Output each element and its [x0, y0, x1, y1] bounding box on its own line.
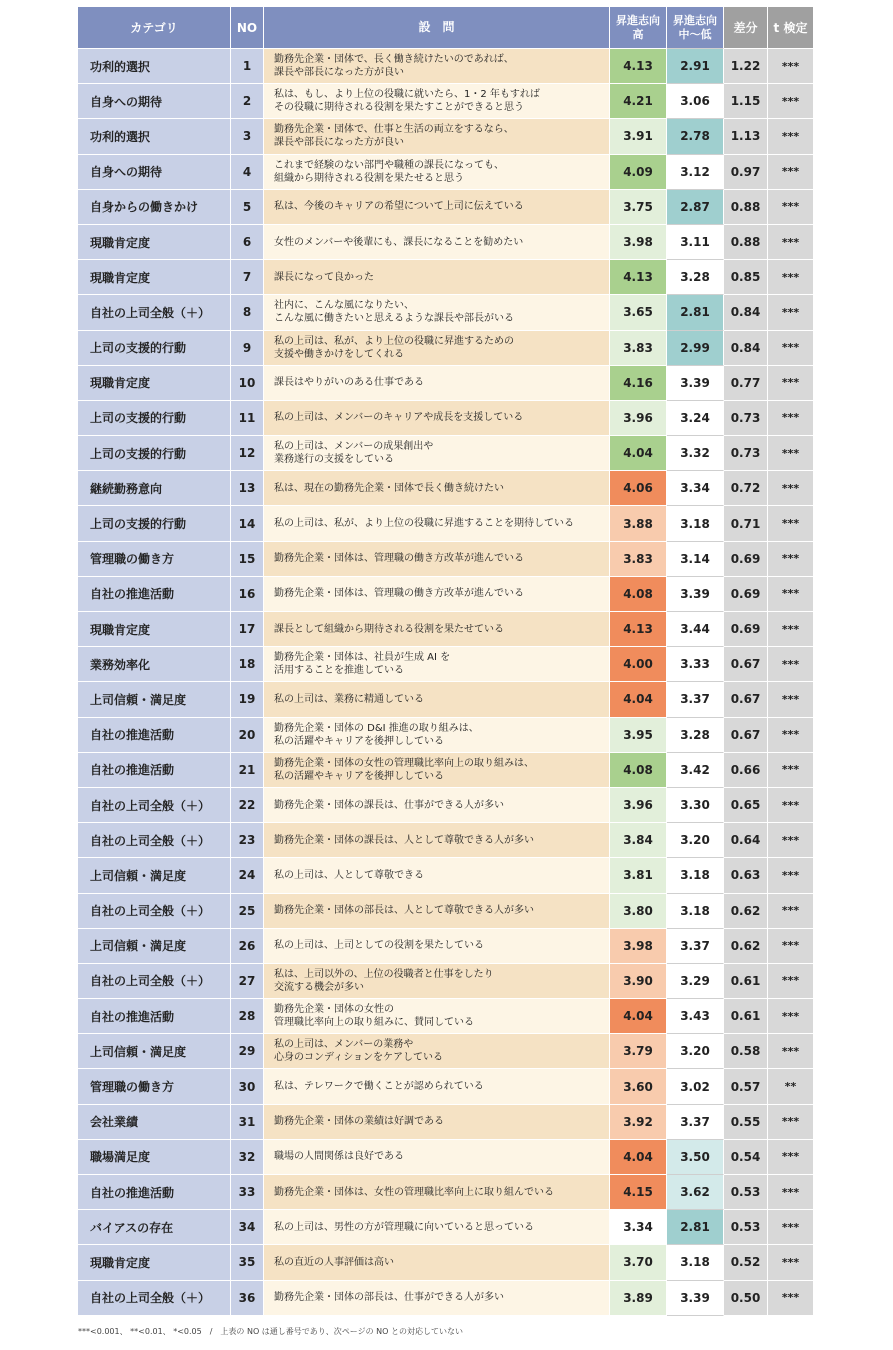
table-row	[78, 1210, 813, 1245]
category-cell: 管理職の働き方	[78, 1069, 231, 1104]
midlow-score-cell: 3.39	[667, 577, 724, 612]
midlow-score-cell: 3.50	[667, 1140, 724, 1175]
high-score-cell: 3.84	[610, 823, 667, 858]
table-row	[78, 155, 813, 190]
question-cell: 私の上司は、私が、より上位の役職に昇進するための 支援や働きかけをしてくれる	[264, 331, 610, 366]
question-cell: 社内に、こんな風になりたい、 こんな風に働きたいと思えるような課長や部長がいる	[264, 295, 610, 330]
ttest-cell: ***	[768, 682, 813, 717]
no-cell: 33	[231, 1175, 264, 1210]
high-score-cell: 4.15	[610, 1175, 667, 1210]
diff-cell: 0.65	[724, 788, 768, 823]
no-cell: 10	[231, 366, 264, 401]
question-cell: 私の上司は、メンバーのキャリアや成長を支援している	[264, 401, 610, 436]
high-score-cell: 3.81	[610, 858, 667, 893]
no-cell: 18	[231, 647, 264, 682]
no-cell: 16	[231, 577, 264, 612]
no-cell: 1	[231, 49, 264, 84]
no-cell: 27	[231, 964, 264, 999]
no-cell: 28	[231, 999, 264, 1034]
no-cell: 4	[231, 155, 264, 190]
midlow-score-cell: 3.37	[667, 682, 724, 717]
category-cell: 自社の上司全般（＋）	[78, 894, 231, 929]
header-ttest: t 検定	[768, 7, 813, 49]
ttest-cell: ***	[768, 647, 813, 682]
table-row	[78, 858, 813, 893]
diff-cell: 0.73	[724, 436, 768, 471]
midlow-score-cell: 2.78	[667, 119, 724, 154]
table-row	[78, 331, 813, 366]
ttest-cell: ***	[768, 260, 813, 295]
ttest-cell: ***	[768, 1140, 813, 1175]
high-score-cell: 4.04	[610, 999, 667, 1034]
table-row	[78, 49, 813, 84]
no-cell: 34	[231, 1210, 264, 1245]
ttest-cell: ***	[768, 190, 813, 225]
question-cell: 勤務先企業・団体は、管理職の働き方改革が進んでいる	[264, 542, 610, 577]
ttest-cell: **	[768, 1069, 813, 1104]
midlow-score-cell: 3.34	[667, 471, 724, 506]
category-cell: 上司の支援的行動	[78, 401, 231, 436]
category-cell: 自身への期待	[78, 155, 231, 190]
footnote: ***<0.001、 **<0.01、 *<0.05 / 上表の NO は通し番号であり、次ページの NO との対応していない	[78, 1327, 463, 1336]
table-row	[78, 295, 813, 330]
category-cell: 上司の支援的行動	[78, 506, 231, 541]
midlow-score-cell: 3.62	[667, 1175, 724, 1210]
midlow-score-cell: 3.33	[667, 647, 724, 682]
ttest-cell: ***	[768, 506, 813, 541]
table-row	[78, 1140, 813, 1175]
high-score-cell: 4.04	[610, 682, 667, 717]
category-cell: 現職肯定度	[78, 1245, 231, 1280]
table-row	[78, 225, 813, 260]
midlow-score-cell: 3.37	[667, 929, 724, 964]
midlow-score-cell: 3.20	[667, 823, 724, 858]
midlow-score-cell: 2.87	[667, 190, 724, 225]
midlow-score-cell: 3.39	[667, 366, 724, 401]
high-score-cell: 3.95	[610, 718, 667, 753]
ttest-cell: ***	[768, 471, 813, 506]
diff-cell: 0.73	[724, 401, 768, 436]
question-cell: これまで経験のない部門や職種の課長になっても、 組織から期待される役割を果たせると思う	[264, 155, 610, 190]
question-cell: 私の上司は、メンバーの成果創出や 業務遂行の支援をしている	[264, 436, 610, 471]
ttest-cell: ***	[768, 964, 813, 999]
high-score-cell: 4.21	[610, 84, 667, 119]
diff-cell: 0.62	[724, 894, 768, 929]
question-cell: 課長はやりがいのある仕事である	[264, 366, 610, 401]
header-high: 昇進志向 高	[610, 7, 667, 49]
table-row	[78, 894, 813, 929]
high-score-cell: 3.34	[610, 1210, 667, 1245]
question-cell: 勤務先企業・団体の女性の管理職比率向上の取り組みは、 私の活躍やキャリアを後押ししている	[264, 753, 610, 788]
no-cell: 30	[231, 1069, 264, 1104]
category-cell: 自社の推進活動	[78, 1175, 231, 1210]
question-cell: 勤務先企業・団体で、長く働き続けたいのであれば、 課長や部長になった方が良い	[264, 49, 610, 84]
ttest-cell: ***	[768, 401, 813, 436]
diff-cell: 0.62	[724, 929, 768, 964]
ttest-cell: ***	[768, 894, 813, 929]
midlow-score-cell: 2.81	[667, 295, 724, 330]
ttest-cell: ***	[768, 295, 813, 330]
table-row	[78, 471, 813, 506]
no-cell: 31	[231, 1105, 264, 1140]
question-cell: 勤務先企業・団体は、女性の管理職比率向上に取り組んでいる	[264, 1175, 610, 1210]
diff-cell: 0.61	[724, 964, 768, 999]
no-cell: 36	[231, 1281, 264, 1316]
no-cell: 11	[231, 401, 264, 436]
category-cell: 自社の推進活動	[78, 999, 231, 1034]
question-cell: 私の上司は、上司としての役割を果たしている	[264, 929, 610, 964]
table-row	[78, 964, 813, 999]
ttest-cell: ***	[768, 1281, 813, 1316]
diff-cell: 0.53	[724, 1175, 768, 1210]
category-cell: 現職肯定度	[78, 260, 231, 295]
ttest-cell: ***	[768, 119, 813, 154]
question-cell: 勤務先企業・団体の部長は、人として尊敬できる人が多い	[264, 894, 610, 929]
diff-cell: 0.69	[724, 542, 768, 577]
question-cell: 私の上司は、メンバーの業務や 心身のコンディションをケアしている	[264, 1034, 610, 1069]
ttest-cell: ***	[768, 1175, 813, 1210]
diff-cell: 0.52	[724, 1245, 768, 1280]
question-cell: 課長になって良かった	[264, 260, 610, 295]
table-row	[78, 190, 813, 225]
no-cell: 9	[231, 331, 264, 366]
ttest-cell: ***	[768, 331, 813, 366]
question-cell: 職場の人間関係は良好である	[264, 1140, 610, 1175]
ttest-cell: ***	[768, 1105, 813, 1140]
table-row	[78, 999, 813, 1034]
table-header-row	[78, 7, 813, 49]
high-score-cell: 3.75	[610, 190, 667, 225]
table-row	[78, 612, 813, 647]
high-score-cell: 4.04	[610, 1140, 667, 1175]
ttest-cell: ***	[768, 1034, 813, 1069]
category-cell: 自社の上司全般（＋）	[78, 964, 231, 999]
category-cell: 継続勤務意向	[78, 471, 231, 506]
question-cell: 私の上司は、人として尊敬できる	[264, 858, 610, 893]
table-row	[78, 823, 813, 858]
high-score-cell: 3.98	[610, 225, 667, 260]
high-score-cell: 4.08	[610, 577, 667, 612]
table-row	[78, 1281, 813, 1316]
table-row	[78, 401, 813, 436]
no-cell: 12	[231, 436, 264, 471]
table-row	[78, 119, 813, 154]
header-category: カテゴリ	[78, 7, 231, 49]
midlow-score-cell: 3.30	[667, 788, 724, 823]
midlow-score-cell: 3.29	[667, 964, 724, 999]
no-cell: 29	[231, 1034, 264, 1069]
category-cell: 自身からの働きかけ	[78, 190, 231, 225]
high-score-cell: 4.08	[610, 753, 667, 788]
midlow-score-cell: 3.12	[667, 155, 724, 190]
diff-cell: 0.69	[724, 577, 768, 612]
category-cell: 自社の推進活動	[78, 577, 231, 612]
high-score-cell: 3.79	[610, 1034, 667, 1069]
table-row	[78, 1175, 813, 1210]
high-score-cell: 3.83	[610, 542, 667, 577]
diff-cell: 0.85	[724, 260, 768, 295]
midlow-score-cell: 3.06	[667, 84, 724, 119]
table-row	[78, 682, 813, 717]
high-score-cell: 4.16	[610, 366, 667, 401]
no-cell: 35	[231, 1245, 264, 1280]
ttest-cell: ***	[768, 929, 813, 964]
high-score-cell: 4.04	[610, 436, 667, 471]
midlow-score-cell: 3.28	[667, 718, 724, 753]
diff-cell: 0.61	[724, 999, 768, 1034]
table-body	[78, 49, 813, 1316]
midlow-score-cell: 2.91	[667, 49, 724, 84]
question-cell: 私の上司は、業務に精通している	[264, 682, 610, 717]
table-row	[78, 366, 813, 401]
question-cell: 私の上司は、男性の方が管理職に向いていると思っている	[264, 1210, 610, 1245]
table-row	[78, 84, 813, 119]
diff-cell: 0.67	[724, 718, 768, 753]
no-cell: 17	[231, 612, 264, 647]
category-cell: 自社の上司全般（＋）	[78, 823, 231, 858]
no-cell: 20	[231, 718, 264, 753]
no-cell: 7	[231, 260, 264, 295]
question-cell: 勤務先企業・団体の部長は、仕事ができる人が多い	[264, 1281, 610, 1316]
table-row	[78, 542, 813, 577]
midlow-score-cell: 3.02	[667, 1069, 724, 1104]
ttest-cell: ***	[768, 823, 813, 858]
header-question: 設 問	[264, 7, 610, 49]
header-midlow: 昇進志向 中〜低	[667, 7, 724, 49]
diff-cell: 1.13	[724, 119, 768, 154]
question-cell: 勤務先企業・団体の業績は好調である	[264, 1105, 610, 1140]
category-cell: 会社業績	[78, 1105, 231, 1140]
question-cell: 女性のメンバーや後輩にも、課長になることを勧めたい	[264, 225, 610, 260]
high-score-cell: 3.60	[610, 1069, 667, 1104]
high-score-cell: 3.96	[610, 401, 667, 436]
question-cell: 勤務先企業・団体の D&I 推進の取り組みは、 私の活躍やキャリアを後押ししている	[264, 718, 610, 753]
category-cell: 職場満足度	[78, 1140, 231, 1175]
table-row	[78, 1069, 813, 1104]
ttest-cell: ***	[768, 577, 813, 612]
no-cell: 25	[231, 894, 264, 929]
question-cell: 私は、テレワークで働くことが認められている	[264, 1069, 610, 1104]
no-cell: 5	[231, 190, 264, 225]
question-cell: 勤務先企業・団体の女性の 管理職比率向上の取り組みに、賛同している	[264, 999, 610, 1034]
table-row	[78, 1245, 813, 1280]
no-cell: 23	[231, 823, 264, 858]
question-cell: 勤務先企業・団体は、管理職の働き方改革が進んでいる	[264, 577, 610, 612]
ttest-cell: ***	[768, 718, 813, 753]
question-cell: 勤務先企業・団体で、仕事と生活の両立をするなら、 課長や部長になった方が良い	[264, 119, 610, 154]
header-no: NO	[231, 7, 264, 49]
midlow-score-cell: 3.18	[667, 858, 724, 893]
category-cell: 上司の支援的行動	[78, 331, 231, 366]
diff-cell: 0.88	[724, 225, 768, 260]
midlow-score-cell: 3.42	[667, 753, 724, 788]
category-cell: 上司信頼・満足度	[78, 929, 231, 964]
category-cell: 自社の推進活動	[78, 718, 231, 753]
midlow-score-cell: 2.81	[667, 1210, 724, 1245]
question-cell: 勤務先企業・団体は、社員が生成 AI を 活用することを推進している	[264, 647, 610, 682]
high-score-cell: 4.06	[610, 471, 667, 506]
ttest-cell: ***	[768, 84, 813, 119]
diff-cell: 0.72	[724, 471, 768, 506]
category-cell: 自社の上司全般（＋）	[78, 1281, 231, 1316]
ttest-cell: ***	[768, 858, 813, 893]
midlow-score-cell: 3.18	[667, 1245, 724, 1280]
comparison-table	[78, 7, 813, 1316]
high-score-cell: 3.98	[610, 929, 667, 964]
ttest-cell: ***	[768, 155, 813, 190]
no-cell: 26	[231, 929, 264, 964]
high-score-cell: 3.83	[610, 331, 667, 366]
no-cell: 22	[231, 788, 264, 823]
diff-cell: 0.69	[724, 612, 768, 647]
high-score-cell: 4.13	[610, 49, 667, 84]
no-cell: 19	[231, 682, 264, 717]
high-score-cell: 3.89	[610, 1281, 667, 1316]
diff-cell: 0.50	[724, 1281, 768, 1316]
category-cell: 上司信頼・満足度	[78, 858, 231, 893]
category-cell: 業務効率化	[78, 647, 231, 682]
midlow-score-cell: 3.11	[667, 225, 724, 260]
midlow-score-cell: 3.14	[667, 542, 724, 577]
high-score-cell: 4.09	[610, 155, 667, 190]
category-cell: 自社の上司全般（＋）	[78, 788, 231, 823]
ttest-cell: ***	[768, 612, 813, 647]
ttest-cell: ***	[768, 999, 813, 1034]
no-cell: 21	[231, 753, 264, 788]
diff-cell: 0.55	[724, 1105, 768, 1140]
midlow-score-cell: 3.39	[667, 1281, 724, 1316]
no-cell: 3	[231, 119, 264, 154]
diff-cell: 0.63	[724, 858, 768, 893]
ttest-cell: ***	[768, 753, 813, 788]
diff-cell: 0.57	[724, 1069, 768, 1104]
table-row	[78, 1034, 813, 1069]
high-score-cell: 3.96	[610, 788, 667, 823]
question-cell: 私の直近の人事評価は高い	[264, 1245, 610, 1280]
diff-cell: 0.66	[724, 753, 768, 788]
table-row	[78, 1105, 813, 1140]
category-cell: 自身への期待	[78, 84, 231, 119]
category-cell: 上司信頼・満足度	[78, 682, 231, 717]
diff-cell: 0.67	[724, 647, 768, 682]
diff-cell: 1.22	[724, 49, 768, 84]
question-cell: 課長として組織から期待される役割を果たせている	[264, 612, 610, 647]
ttest-cell: ***	[768, 542, 813, 577]
diff-cell: 0.77	[724, 366, 768, 401]
no-cell: 24	[231, 858, 264, 893]
category-cell: 管理職の働き方	[78, 542, 231, 577]
midlow-score-cell: 3.32	[667, 436, 724, 471]
midlow-score-cell: 3.20	[667, 1034, 724, 1069]
category-cell: 功利的選択	[78, 119, 231, 154]
midlow-score-cell: 2.99	[667, 331, 724, 366]
question-cell: 勤務先企業・団体の課長は、仕事ができる人が多い	[264, 788, 610, 823]
midlow-score-cell: 3.24	[667, 401, 724, 436]
table-row	[78, 506, 813, 541]
table-row	[78, 436, 813, 471]
question-cell: 私は、今後のキャリアの希望について上司に伝えている	[264, 190, 610, 225]
table-row	[78, 753, 813, 788]
high-score-cell: 3.91	[610, 119, 667, 154]
high-score-cell: 4.00	[610, 647, 667, 682]
high-score-cell: 3.88	[610, 506, 667, 541]
diff-cell: 0.97	[724, 155, 768, 190]
midlow-score-cell: 3.28	[667, 260, 724, 295]
no-cell: 13	[231, 471, 264, 506]
midlow-score-cell: 3.37	[667, 1105, 724, 1140]
question-cell: 私の上司は、私が、より上位の役職に昇進することを期待している	[264, 506, 610, 541]
header-diff: 差分	[724, 7, 768, 49]
question-cell: 私は、上司以外の、上位の役職者と仕事をしたり 交流する機会が多い	[264, 964, 610, 999]
diff-cell: 0.67	[724, 682, 768, 717]
category-cell: 上司信頼・満足度	[78, 1034, 231, 1069]
no-cell: 14	[231, 506, 264, 541]
question-cell: 私は、もし、より上位の役職に就いたら、1・2 年もすれば その役職に期待される役割を果たすことができると思う	[264, 84, 610, 119]
table-row	[78, 718, 813, 753]
ttest-cell: ***	[768, 788, 813, 823]
question-cell: 勤務先企業・団体の課長は、人として尊敬できる人が多い	[264, 823, 610, 858]
category-cell: 現職肯定度	[78, 225, 231, 260]
diff-cell: 0.88	[724, 190, 768, 225]
diff-cell: 1.15	[724, 84, 768, 119]
table-row	[78, 929, 813, 964]
diff-cell: 0.53	[724, 1210, 768, 1245]
no-cell: 2	[231, 84, 264, 119]
category-cell: バイアスの存在	[78, 1210, 231, 1245]
high-score-cell: 4.13	[610, 612, 667, 647]
no-cell: 32	[231, 1140, 264, 1175]
diff-cell: 0.64	[724, 823, 768, 858]
diff-cell: 0.71	[724, 506, 768, 541]
table-row	[78, 577, 813, 612]
ttest-cell: ***	[768, 1245, 813, 1280]
diff-cell: 0.54	[724, 1140, 768, 1175]
diff-cell: 0.84	[724, 331, 768, 366]
category-cell: 現職肯定度	[78, 612, 231, 647]
ttest-cell: ***	[768, 366, 813, 401]
table-row	[78, 788, 813, 823]
category-cell: 自社の上司全般（＋）	[78, 295, 231, 330]
diff-cell: 0.84	[724, 295, 768, 330]
category-cell: 現職肯定度	[78, 366, 231, 401]
high-score-cell: 3.92	[610, 1105, 667, 1140]
no-cell: 8	[231, 295, 264, 330]
table-row	[78, 647, 813, 682]
ttest-cell: ***	[768, 1210, 813, 1245]
ttest-cell: ***	[768, 49, 813, 84]
midlow-score-cell: 3.43	[667, 999, 724, 1034]
table-row	[78, 260, 813, 295]
ttest-cell: ***	[768, 225, 813, 260]
high-score-cell: 3.80	[610, 894, 667, 929]
high-score-cell: 4.13	[610, 260, 667, 295]
no-cell: 6	[231, 225, 264, 260]
no-cell: 15	[231, 542, 264, 577]
ttest-cell: ***	[768, 436, 813, 471]
high-score-cell: 3.70	[610, 1245, 667, 1280]
midlow-score-cell: 3.44	[667, 612, 724, 647]
high-score-cell: 3.65	[610, 295, 667, 330]
category-cell: 上司の支援的行動	[78, 436, 231, 471]
diff-cell: 0.58	[724, 1034, 768, 1069]
high-score-cell: 3.90	[610, 964, 667, 999]
category-cell: 功利的選択	[78, 49, 231, 84]
midlow-score-cell: 3.18	[667, 506, 724, 541]
category-cell: 自社の推進活動	[78, 753, 231, 788]
question-cell: 私は、現在の勤務先企業・団体で長く働き続けたい	[264, 471, 610, 506]
midlow-score-cell: 3.18	[667, 894, 724, 929]
